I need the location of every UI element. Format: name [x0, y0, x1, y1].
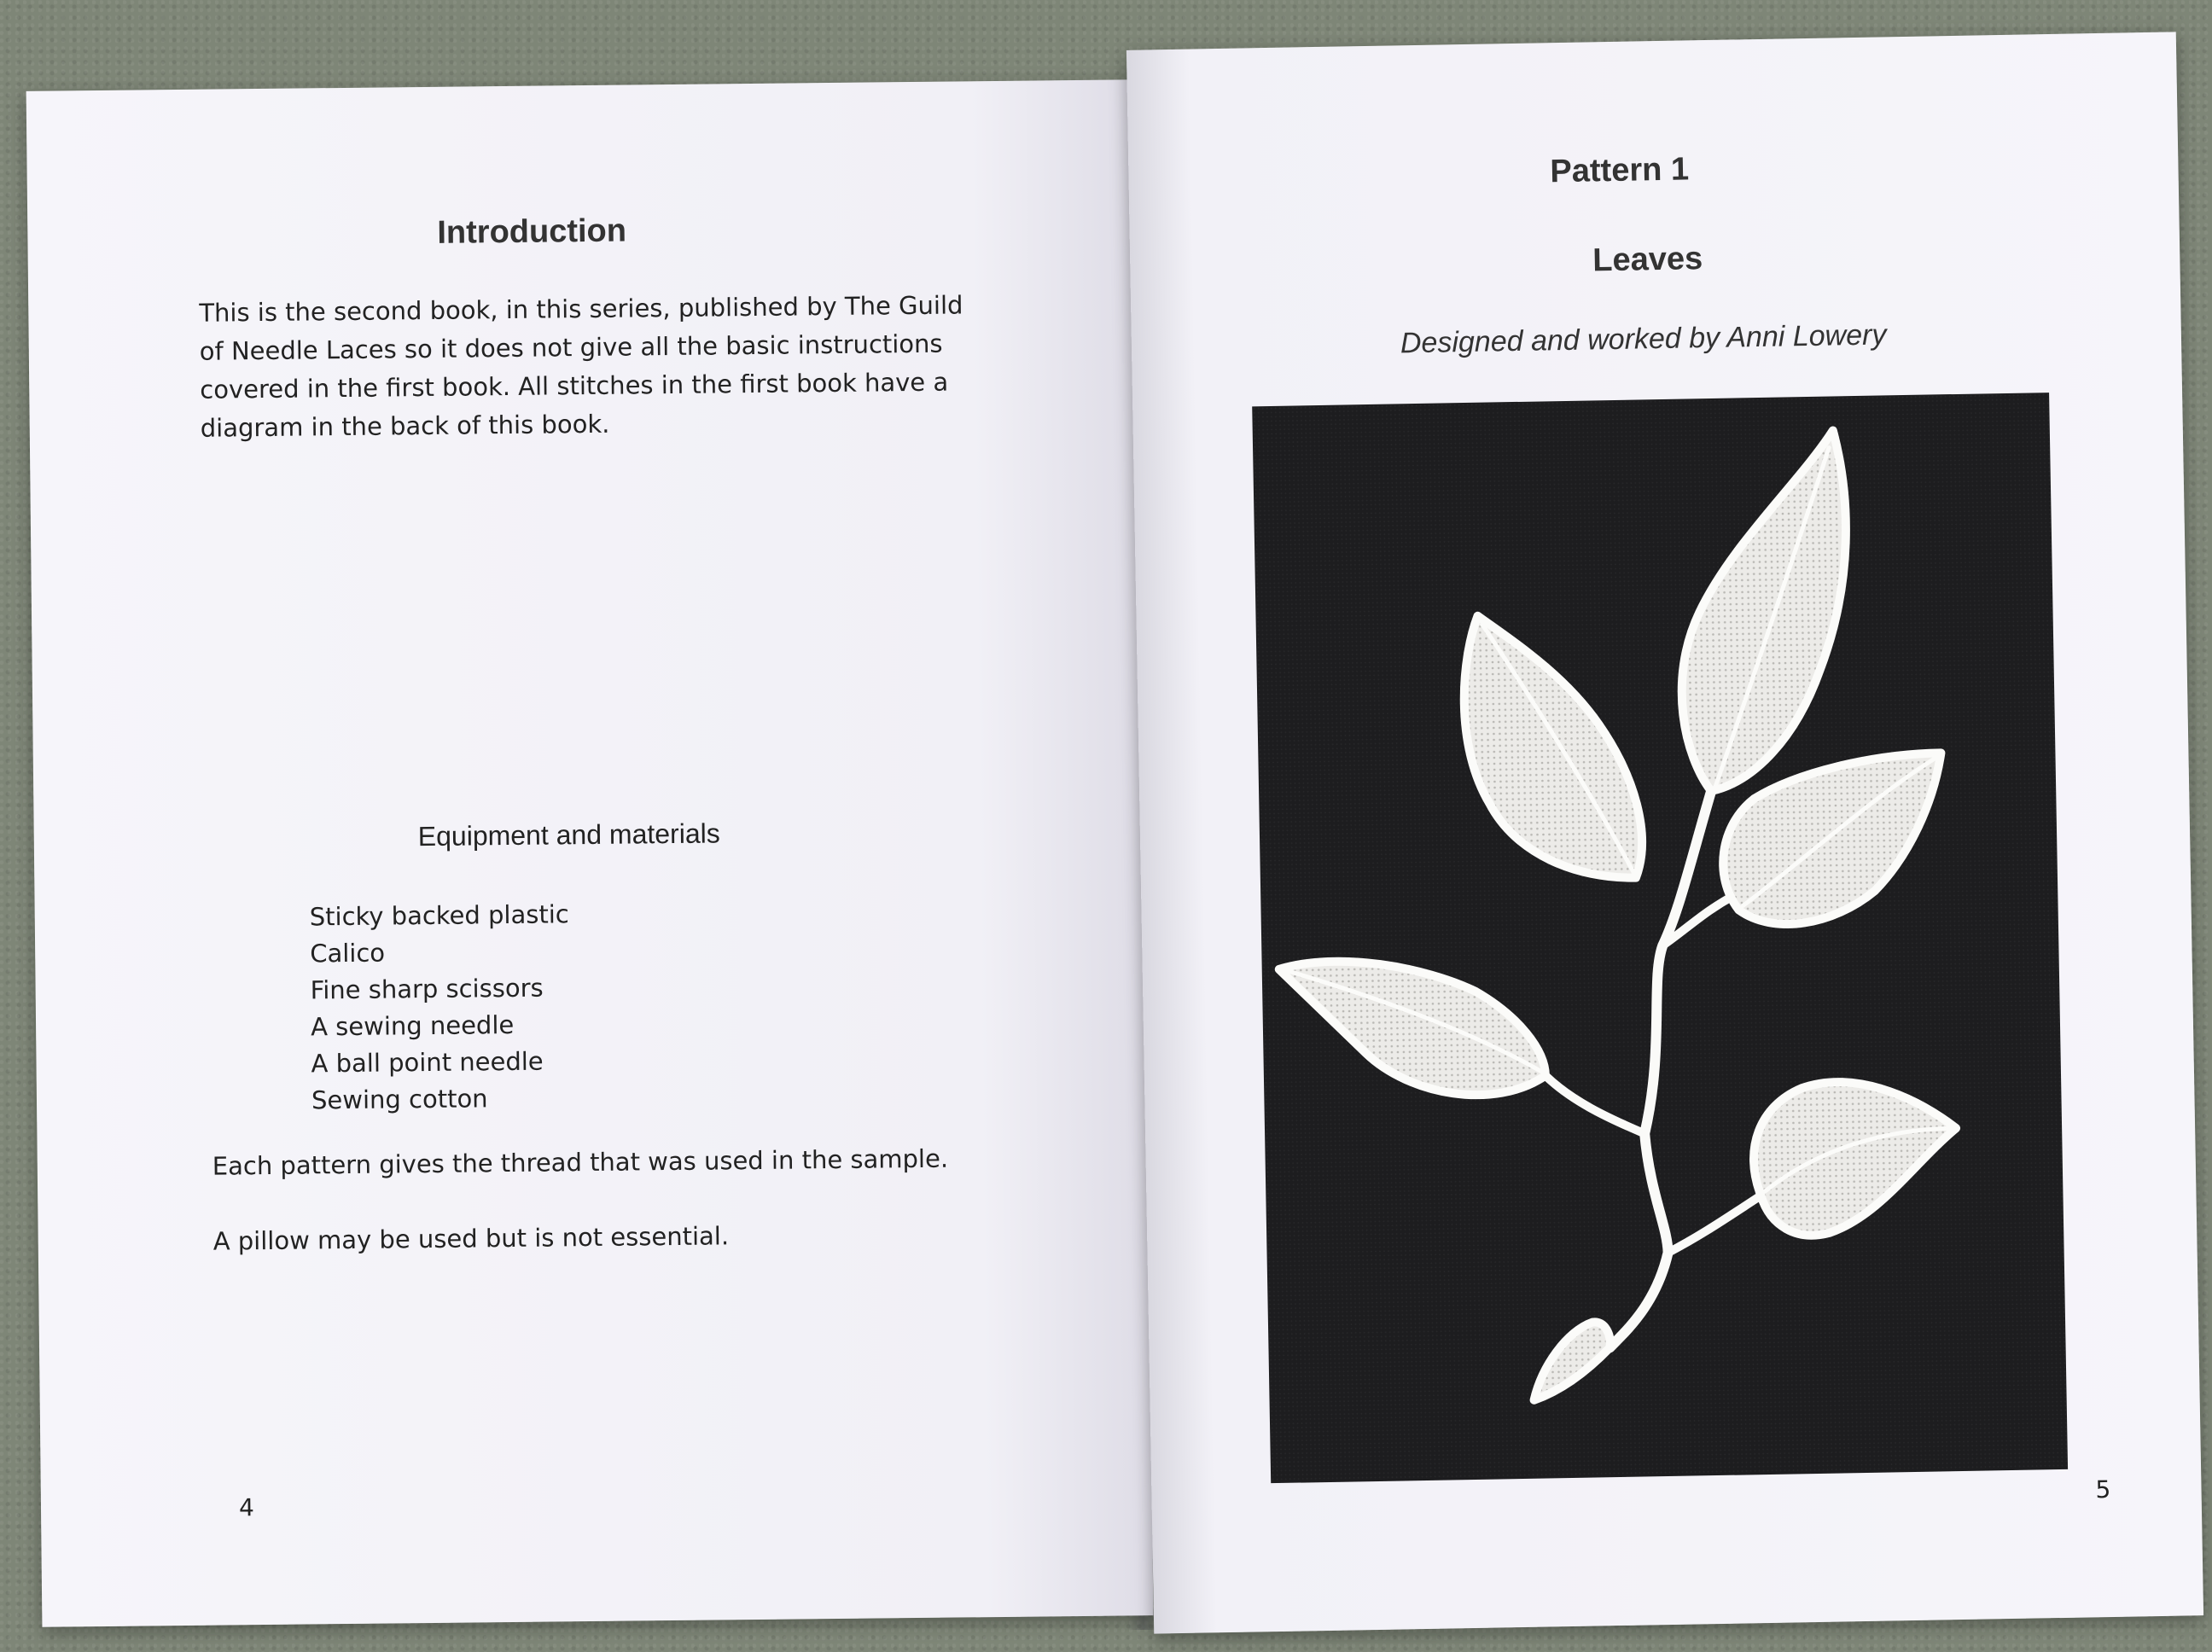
equipment-item: A sewing needle: [310, 1009, 515, 1042]
intro-paragraph: This is the second book, in this series, published by The Guild of Needle Laces so it does not give all the basic instructions covered in the first book. All stitches in the first book have a diagram in the back of this book.: [199, 290, 963, 443]
left-page: [26, 79, 1154, 1627]
pattern-heading: Pattern 1: [1550, 151, 1690, 190]
equipment-item: Fine sharp scissors: [310, 973, 544, 1005]
designer-credit: Designed and worked by Anni Lowery: [1400, 318, 1887, 360]
equipment-heading: Equipment and materials: [417, 817, 720, 852]
page-number: 4: [238, 1493, 255, 1522]
equipment-item: Calico: [310, 938, 386, 969]
branch: [1667, 1195, 1761, 1253]
thread-note: Each pattern gives the thread that was used in the sample.: [212, 1143, 949, 1181]
pattern-name: Leaves: [1592, 241, 1703, 279]
equipment-item: A ball point needle: [311, 1046, 544, 1079]
leaf: [1752, 1080, 1958, 1236]
intro-heading: Introduction: [437, 212, 627, 251]
lace-leaves-photo: [1252, 393, 2068, 1483]
page-number: 5: [2095, 1475, 2111, 1504]
equipment-item: Sewing cotton: [311, 1084, 488, 1115]
equipment-list: [310, 896, 572, 1119]
right-page: [1126, 32, 2203, 1633]
equipment-item: Sticky backed plastic: [309, 899, 569, 932]
leaf: [1677, 430, 1850, 791]
pillow-note: A pillow may be used but is not essential.: [212, 1221, 730, 1256]
lace-leaves-illustration: [1252, 393, 2068, 1483]
branch: [1545, 1073, 1644, 1135]
leaf: [1533, 1322, 1611, 1400]
